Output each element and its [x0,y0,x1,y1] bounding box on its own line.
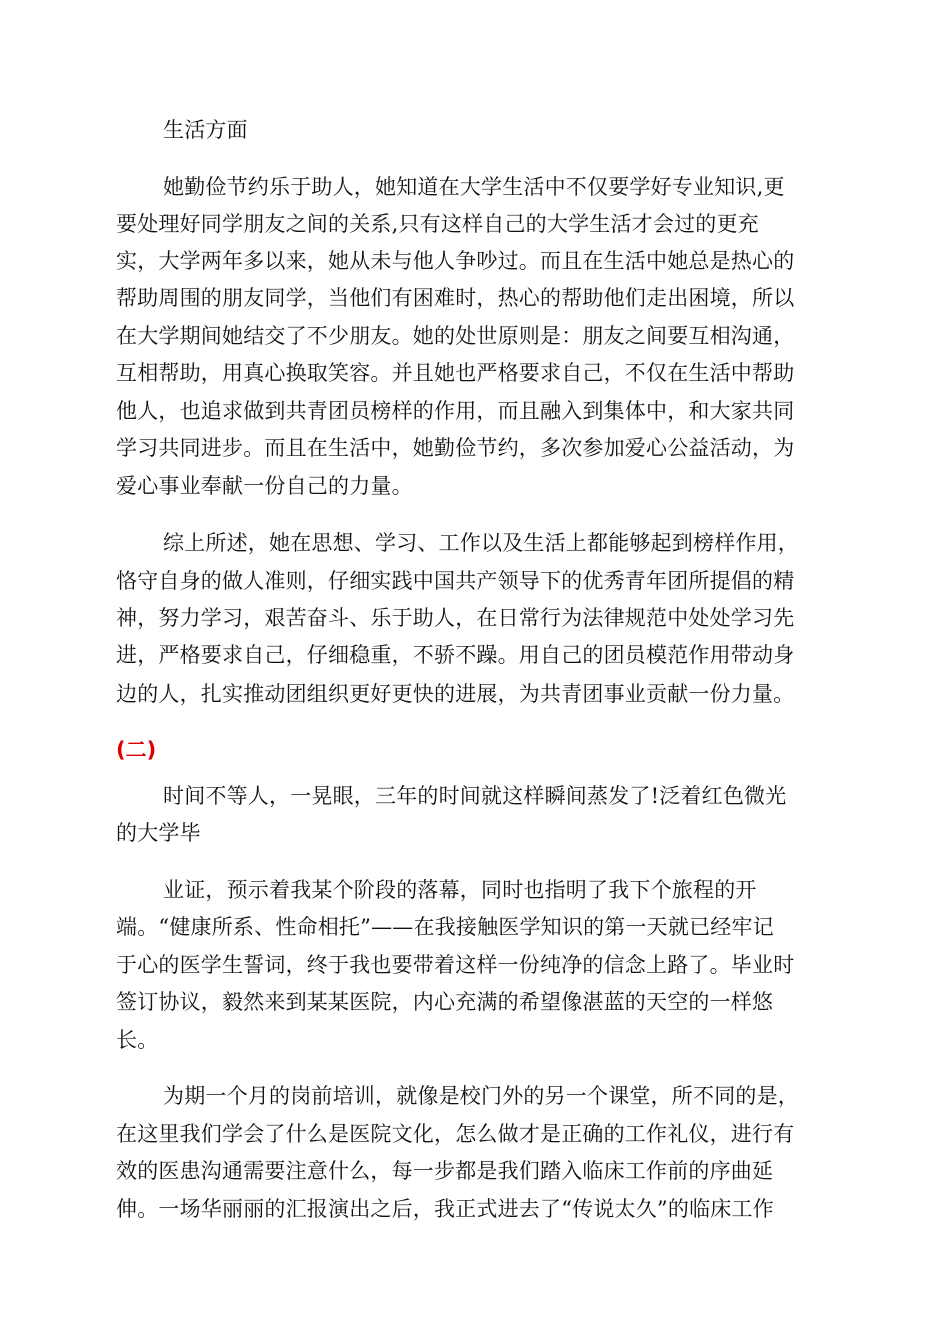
text-line: 端。“健康所系、性命相托”——在我接触医学知识的第一天就已经牢记 [116,915,774,939]
text-line: 伸。一场华丽丽的汇报演出之后，我正式进去了“传说太久”的临床工作 [116,1197,774,1221]
text-line: 帮助周围的朋友同学，当他们有困难时，热心的帮助他们走出困境，所以 [116,286,795,310]
text-line: 实，大学两年多以来，她从未与他人争吵过。而且在生活中她总是热心的 [116,249,795,273]
section-number: (二) [116,738,157,762]
text-line: 学习共同进步。而且在生活中，她勤俭节约，多次参加爱心公益活动，为 [116,436,795,460]
text-line: 她勤俭节约乐于助人，她知道在大学生活中不仅要学好专业知识,更 [163,175,785,199]
text-line: 时间不等人，一晃眼，三年的时间就这样瞬间蒸发了!泛着红色微光 [163,784,787,808]
text-line: 的大学毕 [116,821,201,845]
text-line: 于心的医学生誓词，终于我也要带着这样一份纯净的信念上路了。毕业时 [116,953,795,977]
text-line: 效的医患沟通需要注意什么，每一步都是我们踏入临床工作前的序曲延 [116,1159,774,1183]
text-line: 恪守自身的做人准则，仔细实践中国共产领导下的优秀青年团所提倡的精 [116,569,795,593]
text-line: 要处理好同学朋友之间的关系,只有这样自己的大学生活才会过的更充 [116,212,759,236]
text-line: 互相帮助，用真心换取笑容。并且她也严格要求自己，不仅在生活中帮助 [116,361,795,385]
text-line: 边的人，扎实推动团组织更好更快的进展，为共青团事业贡献一份力量。 [116,682,795,706]
text-line: 神，努力学习，艰苦奋斗、乐于助人，在日常行为法律规范中处处学习先 [116,606,795,630]
heading-life: 生活方面 [163,118,248,142]
text-line: 为期一个月的岗前培训，就像是校门外的另一个课堂，所不同的是， [163,1084,799,1108]
text-line: 业证，预示着我某个阶段的落幕，同时也指明了我下个旅程的开 [163,878,757,902]
text-line: 在这里我们学会了什么是医院文化，怎么做才是正确的工作礼仪，进行有 [116,1122,795,1146]
text-line: 综上所述，她在思想、学习、工作以及生活上都能够起到榜样作用， [163,531,799,555]
text-line: 在大学期间她结交了不少朋友。她的处世原则是：朋友之间要互相沟通， [116,324,795,348]
text-line: 爱心事业奉献一份自己的力量。 [116,474,413,498]
text-line: 进，严格要求自己，仔细稳重，不骄不躁。用自己的团员模范作用带动身 [116,643,795,667]
text-line: 他人，也追求做到共青团员榜样的作用，而且融入到集体中，和大家共同 [116,399,795,423]
text-line: 长。 [116,1028,159,1052]
text-line: 签订协议，毅然来到某某医院，内心充满的希望像湛蓝的天空的一样悠 [116,990,774,1014]
